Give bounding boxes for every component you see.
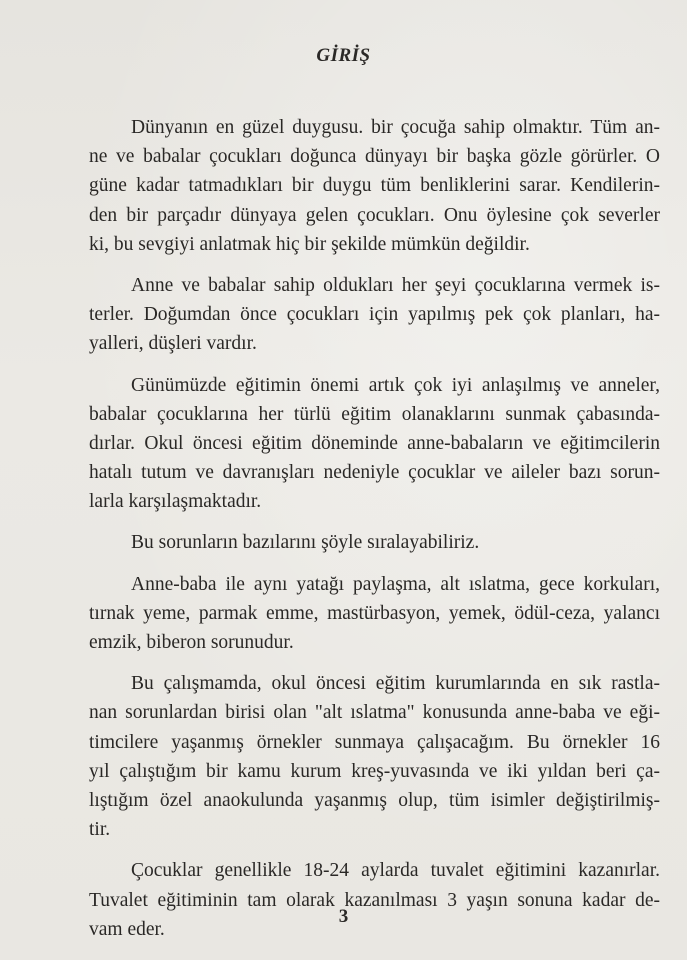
paragraph-1 <box>47 113 660 259</box>
page-number: 3 <box>338 906 349 927</box>
paragraph-6 <box>47 669 660 844</box>
paragraph-3 <box>47 371 660 517</box>
chapter-title: GİRİŞ <box>316 45 371 66</box>
text-line: yalleri, düşleri vardır. <box>89 333 257 355</box>
text-line: vam eder. <box>89 918 165 940</box>
text-line: Çocuklar genellikle 18-24 aylarda tuvalet eğitimini kazanırlar. <box>131 860 660 882</box>
text-line: babalar çocuklarına her türlü eğitim olanaklarını sunmak çabasında- <box>89 403 660 425</box>
text-line: güne kadar tatmadıkları bir duygu tüm benliklerini sarar. Kendilerin- <box>89 175 660 197</box>
body-text <box>47 113 660 956</box>
text-line: lıştığım özel anaokulunda yaşanmış olup, tüm isimler değiştirilmiş- <box>89 789 660 811</box>
text-line: Anne ve babalar sahip oldukları her şeyi çocuklarına vermek is- <box>131 274 660 296</box>
paragraph-4 <box>47 528 660 557</box>
text-line: yıl çalıştığım bir kamu kurum kreş-yuvasında ve iki yıldan beri ça- <box>89 760 660 782</box>
text-line: hatalı tutum ve davranışları nedeniyle çocuklar ve aileler bazı sorun- <box>89 462 660 484</box>
text-line: tırnak yeme, parmak emme, mastürbasyon, yemek, ödül-ceza, yalancı <box>89 602 660 624</box>
text-line: Tuvalet eğitiminin tam olarak kazanılması 3 yaşın sonuna kadar de- <box>89 889 660 911</box>
paragraph-2 <box>47 271 660 359</box>
text-line: Günümüzde eğitimin önemi artık çok iyi anlaşılmış ve anneler, <box>131 374 660 396</box>
text-line: Bu çalışmamda, okul öncesi eğitim kurumlarında en sık rastla- <box>131 673 660 695</box>
paragraph-7 <box>47 856 660 944</box>
text-line: larla karşılaşmaktadır. <box>89 491 262 513</box>
text-line: emzik, biberon sorunudur. <box>89 632 294 653</box>
text-line: terler. Doğumdan önce çocukları için yapılmış pek çok planları, ha- <box>89 304 660 326</box>
text-line: nan sorunlardan birisi olan "alt ıslatma" konusunda anne-baba ve eği- <box>89 702 660 724</box>
text-line: timcilere yaşanmış örnekler sunmaya çalışacağım. Bu örnekler 16 <box>89 731 660 753</box>
text-line: ki, bu sevgiyi anlatmak hiç bir şekilde mümkün değildir. <box>89 233 530 255</box>
text-line: dırlar. Okul öncesi eğitim döneminde anne-babaların ve eğitimcilerin <box>89 432 660 454</box>
text-line: Bu sorunların bazılarını şöyle sıralayabiliriz. <box>131 532 480 554</box>
text-line: ne ve babalar çocukları doğunca dünyayı bir başka gözle görürler. O <box>89 146 660 168</box>
paragraph-5 <box>47 570 660 658</box>
text-line: Dünyanın en güzel duygusu. bir çocuğa sahip olmaktır. Tüm an- <box>131 117 660 138</box>
text-line: tir. <box>89 819 111 841</box>
text-line: Anne-baba ile aynı yatağı paylaşma, alt ıslatma, gece korkuları, <box>131 573 660 595</box>
text-line: den bir parçadır dünyaya gelen çocukları. Onu öylesine çok severler <box>89 204 660 226</box>
